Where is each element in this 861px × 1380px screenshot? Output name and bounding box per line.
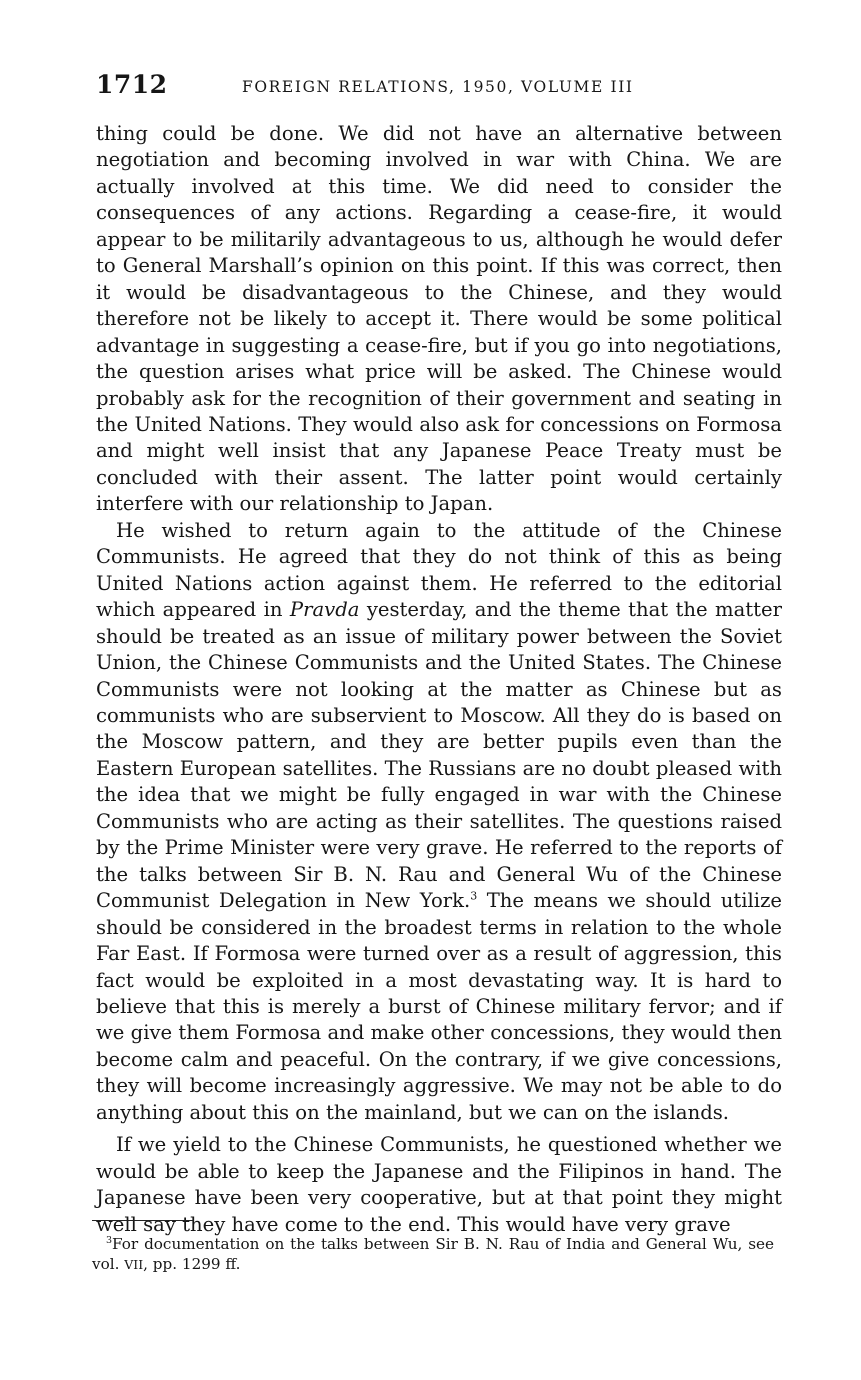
paragraph-1: thing could be done. We did not have an alternative between negotiation and becoming involved in war with China. We are actually involved at this time. We did need to consider the consequences of any actions. Regarding a cease-fire, it would appear to be militarily advantageous to us, although he would defer to General Marshall’s opinion on this point. If this was correct, then it would be disadvantageous to the Chinese, and they would therefore not be likely to accept it. There would be some political advantage in suggesting a cease-fire, but if you go into negotiations, the question arises what price will be asked. The Chinese would probably ask for the recognition of their government and seating in the United Nations. They would also ask for concessions on Formosa and might well insist that any Japanese Peace Treaty must be concluded with their assent. The latter point would certainly interfere with our relationship to Japan. xyxy=(96,122,782,516)
paragraph-3: If we yield to the Chinese Communists, he questioned whether we would be able to keep the Japanese and the Filipinos in hand. The Japanese have been very cooperative, but at that point they might well say they have come to the end. This would have very grave xyxy=(96,1133,782,1236)
running-head xyxy=(96,70,786,106)
paragraph-2 xyxy=(96,518,782,1126)
footnote-volume: VII xyxy=(124,1256,144,1272)
paragraph-2-part-a: He wished to return again to the attitude of the Chinese Communists. He agreed that they do not think of this as being United Nations action against them. He referred to the editorial which appeared in xyxy=(96,518,782,622)
paragraph-2-part-c: The means we should utilize should be considered in the broadest terms in relation to the whole Far East. If Formosa were turned over as a result of aggression, this fact would be exploited in a most devastating way. It is hard to believe that this is merely a burst of Chinese military fervor; and if we give them Formosa and make other concessions, they would then become calm and peaceful. On the contrary, if we give concessions, they will become increasingly aggressive. We may not be able to do anything about this on the mainland, but we can on the islands. xyxy=(96,889,782,1124)
footnote-divider xyxy=(92,1220,194,1221)
body-text xyxy=(96,121,782,1238)
footnote-text-a: For documentation on the talks between Sir B. N. Rau of India and General Wu, see vol. xyxy=(92,1235,774,1273)
paragraph-2-part-b: yesterday, and the theme that the matter should be treated as an issue of military power between the Soviet Union, the Chinese Communists and the United States. The Chinese Communists were not looking at the matter as Chinese but as communists who are subservient to Moscow. All they do is based on the Moscow pattern, and they are better pupils even than the Eastern European satellites. The Russians are no doubt pleased with the idea that we might be fully engaged in war with the Chinese Communists who are acting as their satellites. The questions raised by the Prime Minister were very grave. He referred to the reports of the talks between Sir B. N. Rau and General Wu of the Chinese Communist Delegation in New York. xyxy=(96,598,782,913)
footnote-marker: 3 xyxy=(470,889,478,903)
footnote-number: 3 xyxy=(106,1234,113,1246)
page-number: 1712 xyxy=(96,70,168,99)
running-title: FOREIGN RELATIONS, 1950, VOLUME III xyxy=(242,78,634,96)
footnote xyxy=(92,1235,774,1274)
footnote-text-b: , pp. 1299 ff. xyxy=(143,1254,241,1273)
pravda-italic: Pravda xyxy=(289,598,360,622)
